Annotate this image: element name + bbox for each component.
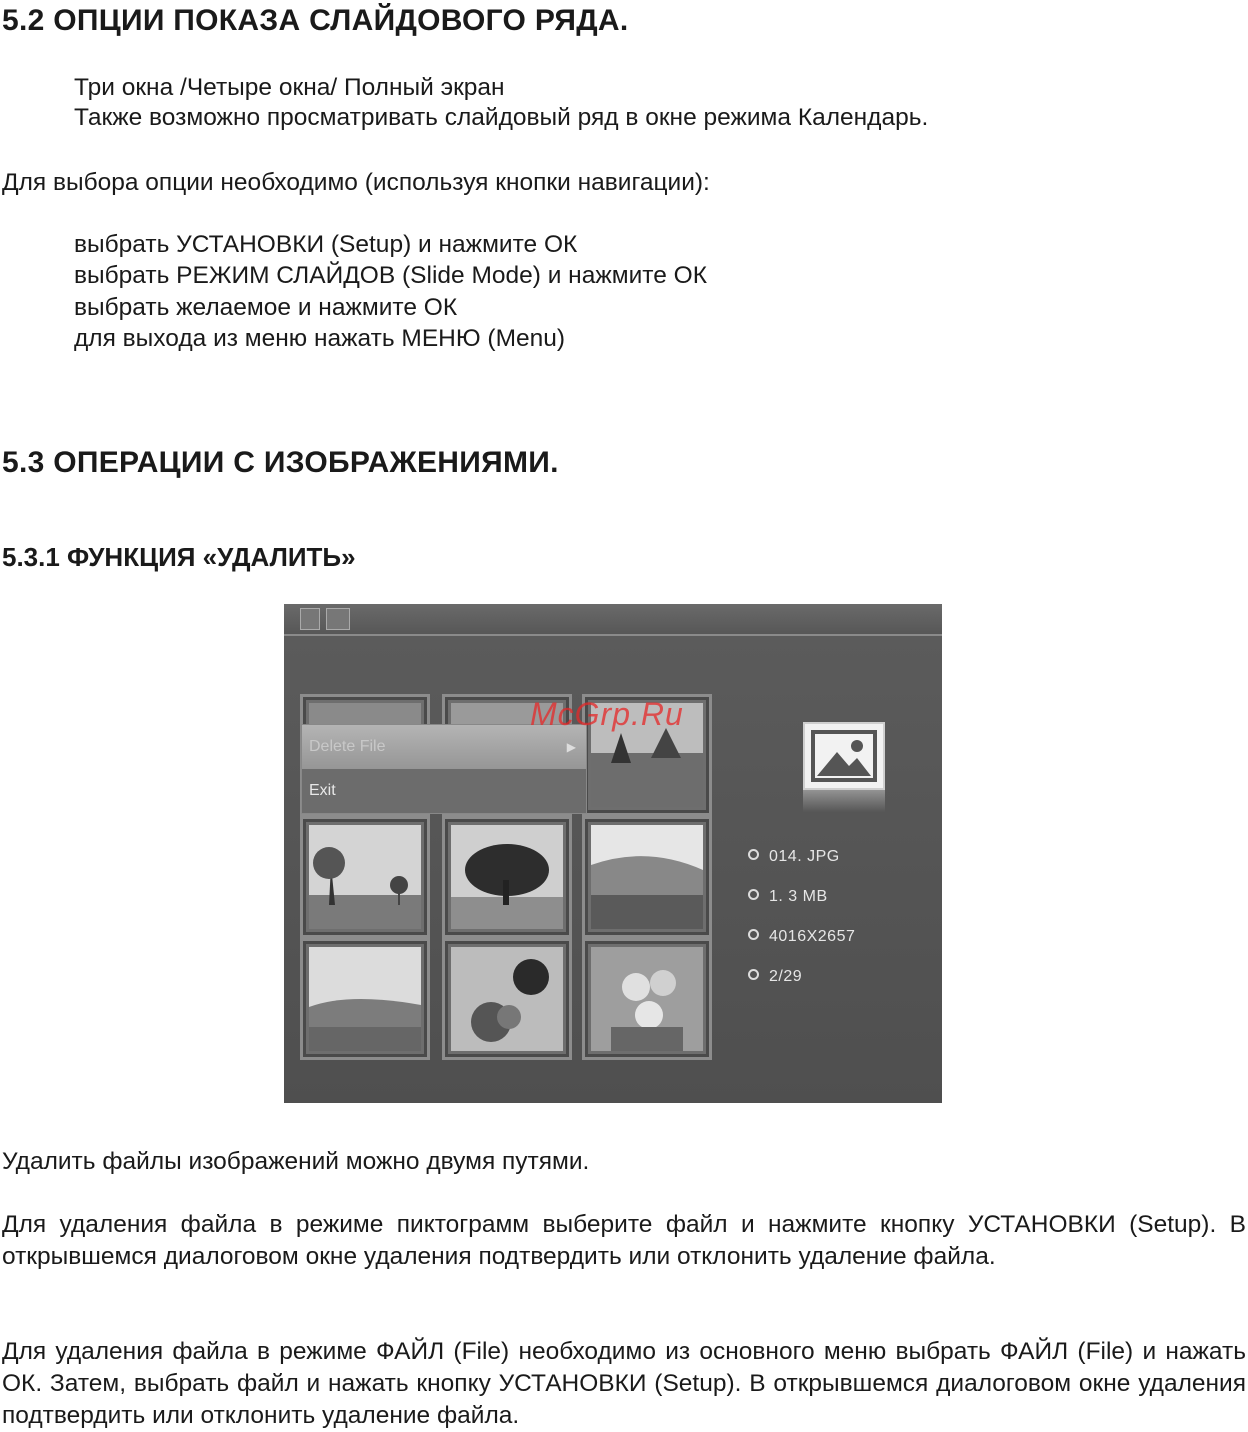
info-filename: 014. JPG bbox=[748, 848, 840, 866]
photo-family-icon bbox=[591, 947, 703, 1051]
chevron-right-icon: ▶ bbox=[566, 740, 576, 754]
photo-frame-screen bbox=[284, 604, 942, 1103]
picture-icon bbox=[326, 608, 350, 630]
context-menu bbox=[301, 724, 587, 814]
screen-topbar bbox=[284, 604, 942, 636]
thumbnail-6[interactable] bbox=[582, 816, 712, 938]
paragraph-3: Для удаления файла в режиме ФАЙЛ (File) необходимо из основного меню выбрать ФАЙЛ (File) и нажать ОК. Затем, выбрать файл и нажать кнопку УСТАНОВКИ (Setup). В открывшемся диалоговом окне удаления подтвердить или отклонить удаление файла. bbox=[2, 1338, 1246, 1429]
bullet-icon bbox=[748, 969, 759, 980]
photo-flowers-icon bbox=[451, 947, 563, 1051]
thumbnail-4[interactable] bbox=[300, 816, 430, 938]
exit-menu-item[interactable] bbox=[302, 769, 586, 813]
photo-big-tree-icon bbox=[451, 825, 563, 929]
section-531-title: 5.3.1 ФУНКЦИЯ «УДАЛИТЬ» bbox=[2, 542, 356, 572]
delete-file-label: Delete File bbox=[309, 738, 386, 755]
section-53-title: 5.3 ОПЕРАЦИИ С ИЗОБРАЖЕНИЯМИ. bbox=[2, 446, 559, 479]
photo-coast-icon bbox=[591, 825, 703, 929]
paragraph-1: Удалить файлы изображений можно двумя путями. bbox=[2, 1148, 590, 1175]
image-preview-icon bbox=[803, 722, 885, 790]
thumbnail-7[interactable] bbox=[300, 938, 430, 1060]
section-52-title: 5.2 ОПЦИИ ПОКАЗА СЛАЙДОВОГО РЯДА. bbox=[2, 4, 629, 37]
info-size: 1. 3 MB bbox=[748, 888, 828, 906]
exit-label: Exit bbox=[309, 782, 336, 799]
photo-hills-icon bbox=[309, 947, 421, 1051]
info-position: 2/29 bbox=[748, 968, 802, 986]
step-4: для выхода из меню нажать МЕНЮ (Menu) bbox=[74, 325, 566, 352]
thumbnail-5[interactable] bbox=[442, 816, 572, 938]
photo-tree-icon bbox=[309, 825, 421, 929]
bullet-icon bbox=[748, 929, 759, 940]
preview-reflection bbox=[803, 790, 885, 812]
selection-intro: Для выбора опции необходимо (используя кнопки навигации): bbox=[2, 169, 710, 196]
info-resolution: 4016X2657 bbox=[748, 928, 855, 946]
bullet-icon bbox=[748, 849, 759, 860]
bullet-icon bbox=[748, 889, 759, 900]
thumbnail-9[interactable] bbox=[582, 938, 712, 1060]
calendar-mode-line: Также возможно просматривать слайдовый ряд в окне режима Календарь. bbox=[74, 104, 929, 131]
step-1: выбрать УСТАНОВКИ (Setup) и нажмите ОК bbox=[74, 231, 578, 258]
memory-card-icon bbox=[300, 608, 320, 630]
slideshow-options-line: Три окна /Четыре окна/ Полный экран bbox=[74, 74, 505, 101]
step-3: выбрать желаемое и нажмите ОК bbox=[74, 294, 458, 321]
paragraph-2: Для удаления файла в режиме пиктограмм выберите файл и нажмите кнопку УСТАНОВКИ (Setup). В открывшемся диалоговом окне удаления подтвердить или отклонить удаление файла. bbox=[2, 1211, 1246, 1270]
watermark: McGrp.Ru bbox=[530, 696, 684, 732]
step-2: выбрать РЕЖИМ СЛАЙДОВ (Slide Mode) и нажмите ОК bbox=[74, 262, 707, 289]
thumbnail-8[interactable] bbox=[442, 938, 572, 1060]
